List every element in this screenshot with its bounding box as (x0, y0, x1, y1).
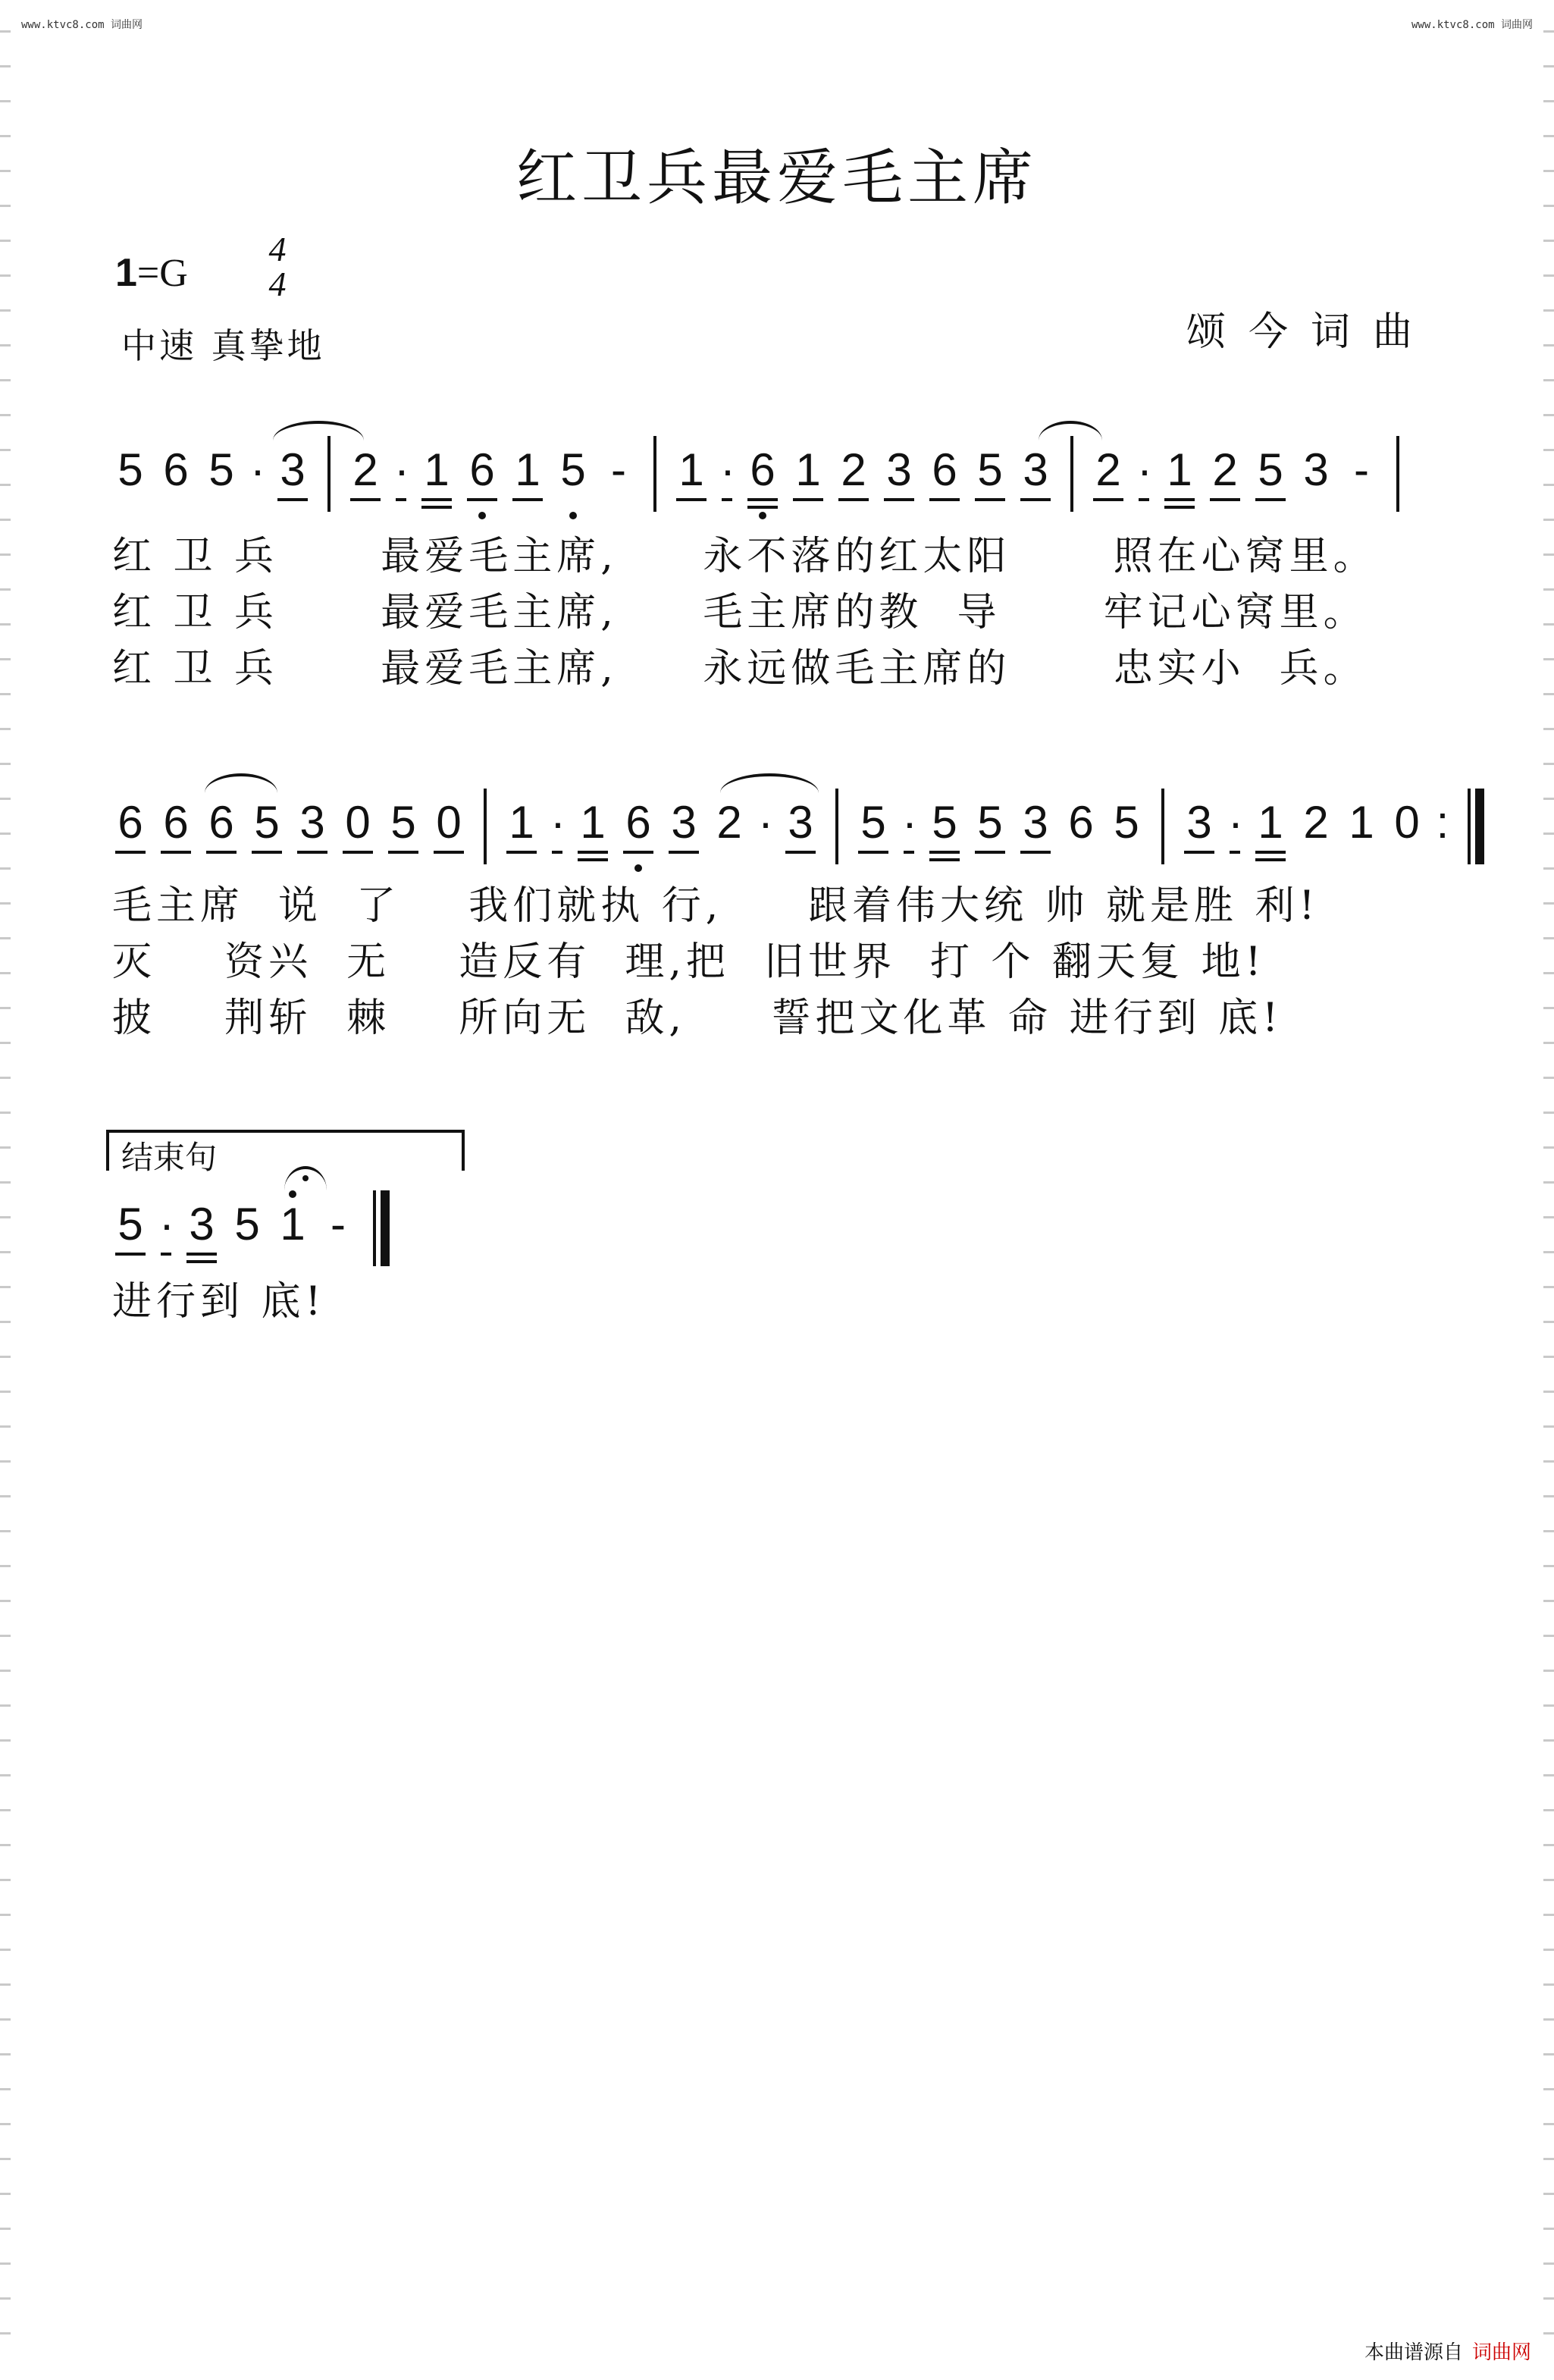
coda-label: 结束句 (121, 1139, 218, 1176)
note: 0 (341, 796, 374, 849)
note: 2 (1092, 444, 1125, 497)
note: 6 (622, 796, 655, 849)
bar-line (327, 436, 331, 512)
note: 5 (208, 444, 234, 495)
lyric-coda: 进行到 底! (112, 1279, 326, 1325)
staff-line-1 (114, 444, 1418, 519)
watermark-right: www.ktvc8.com 词曲网 (1411, 19, 1533, 31)
note: 1 (505, 796, 538, 849)
augmentation-dot: · (758, 797, 773, 848)
augmentation-dot: · (159, 1199, 174, 1250)
bar-line (1468, 789, 1471, 864)
slur (273, 421, 364, 441)
note: 5 (973, 796, 1007, 849)
lyric-verse-3: 披 荆斩 棘 所向无 敌, 誓把文化革 命 进行到 底! (112, 996, 1283, 1041)
lyric-verse-1: 红 卫 兵 最爱毛主席, 永不落的红太阳 照在心窝里。 (112, 534, 1377, 579)
note: 0 (1394, 797, 1420, 848)
note: 5 (556, 444, 590, 497)
note: 5 (250, 796, 284, 849)
tempo-marking: 中速 真挚地 (121, 325, 325, 366)
note: 5 (114, 1198, 147, 1251)
note: 1 (276, 1198, 309, 1251)
note: 3 (296, 796, 329, 849)
note: 6 (1068, 797, 1094, 848)
song-title: 红卫兵最爱毛主席 (516, 143, 1038, 213)
note: 6 (928, 444, 961, 497)
bar-line (1070, 436, 1073, 512)
augmentation-dot: · (902, 797, 917, 848)
lyric-verse-3: 红 卫 兵 最爱毛主席, 永远做毛主席的 忠实小 兵。 (112, 646, 1368, 691)
repeat-sign: : (1436, 797, 1449, 848)
lyric-verse-2: 灭 资兴 无 造反有 理,把 旧世界 打 个 翻天复 地! (112, 939, 1266, 985)
note: 3 (1303, 444, 1329, 495)
note: 1 (420, 444, 453, 497)
bar-line (1161, 789, 1164, 864)
note: 1 (1349, 797, 1374, 848)
right-margin-watermark (1543, 30, 1554, 2350)
watermark-left: www.ktvc8.com 词曲网 (21, 19, 143, 31)
note: 6 (159, 796, 193, 849)
note: 6 (163, 444, 189, 495)
note: 5 (1254, 444, 1287, 497)
dash: - (331, 1199, 346, 1250)
note: 1 (791, 444, 825, 497)
bar-line (653, 436, 656, 512)
note: 6 (114, 796, 147, 849)
staff-coda (114, 1198, 408, 1274)
lyric-verse-1: 毛主席 说 了 我们就执 行, 跟着伟大统 帅 就是胜 利! (112, 883, 1320, 929)
staff-line-2 (114, 796, 1502, 872)
note: 6 (205, 796, 238, 849)
augmentation-dot: · (394, 444, 409, 495)
key-signature: 1=G (115, 251, 188, 295)
lyrics-coda (112, 1274, 325, 1330)
bar-line (373, 1190, 376, 1266)
bar-line (1396, 436, 1399, 512)
note: 3 (1183, 796, 1216, 849)
augmentation-dot: · (250, 444, 265, 495)
footer-source: 本曲谱源自 词曲网 (1364, 2341, 1531, 2364)
note: 1 (511, 444, 544, 497)
slur (205, 773, 277, 793)
note: 5 (928, 796, 961, 849)
note: 5 (387, 796, 420, 849)
note: 1 (1163, 444, 1196, 497)
time-signature-bottom: 4 (268, 265, 287, 303)
end-repeat-bar (1475, 789, 1484, 864)
note: 1 (675, 444, 708, 497)
note: 2 (1303, 797, 1329, 848)
left-margin-watermark (0, 30, 11, 2350)
note: 6 (465, 444, 499, 497)
note: 3 (1019, 444, 1052, 497)
note: 3 (882, 444, 916, 497)
bar-line (835, 789, 838, 864)
note: 0 (432, 796, 465, 849)
composer-credit: 颂今词曲 (1186, 309, 1436, 355)
note: 5 (1114, 797, 1139, 848)
note: 5 (857, 796, 890, 849)
dash: - (611, 444, 626, 495)
note: 2 (837, 444, 870, 497)
footer-brand[interactable]: 词曲网 (1471, 2341, 1531, 2364)
augmentation-dot: · (720, 444, 735, 495)
lyric-verse-2: 红 卫 兵 最爱毛主席, 毛主席的教 导 牢记心窝里。 (112, 590, 1368, 635)
time-signature-top: 4 (268, 230, 287, 268)
note: 3 (784, 796, 817, 849)
note: 3 (667, 796, 700, 849)
slur (720, 773, 819, 793)
note: 2 (349, 444, 382, 497)
note: 2 (716, 797, 742, 848)
note: 5 (973, 444, 1007, 497)
note: 6 (746, 444, 779, 497)
augmentation-dot: · (1137, 444, 1152, 495)
note: 1 (576, 796, 609, 849)
note: 2 (1208, 444, 1242, 497)
bar-line (484, 789, 487, 864)
dash: - (1354, 444, 1369, 495)
note: 3 (1019, 796, 1052, 849)
note: 1 (1254, 796, 1287, 849)
augmentation-dot: · (550, 797, 566, 848)
note: 5 (234, 1199, 260, 1250)
note: 5 (117, 444, 143, 495)
lyrics-line-2 (112, 878, 1319, 1046)
note: 3 (185, 1198, 218, 1251)
note: 3 (276, 444, 309, 497)
lyrics-line-1 (112, 528, 1377, 697)
final-bar (381, 1190, 390, 1266)
augmentation-dot: · (1228, 797, 1243, 848)
